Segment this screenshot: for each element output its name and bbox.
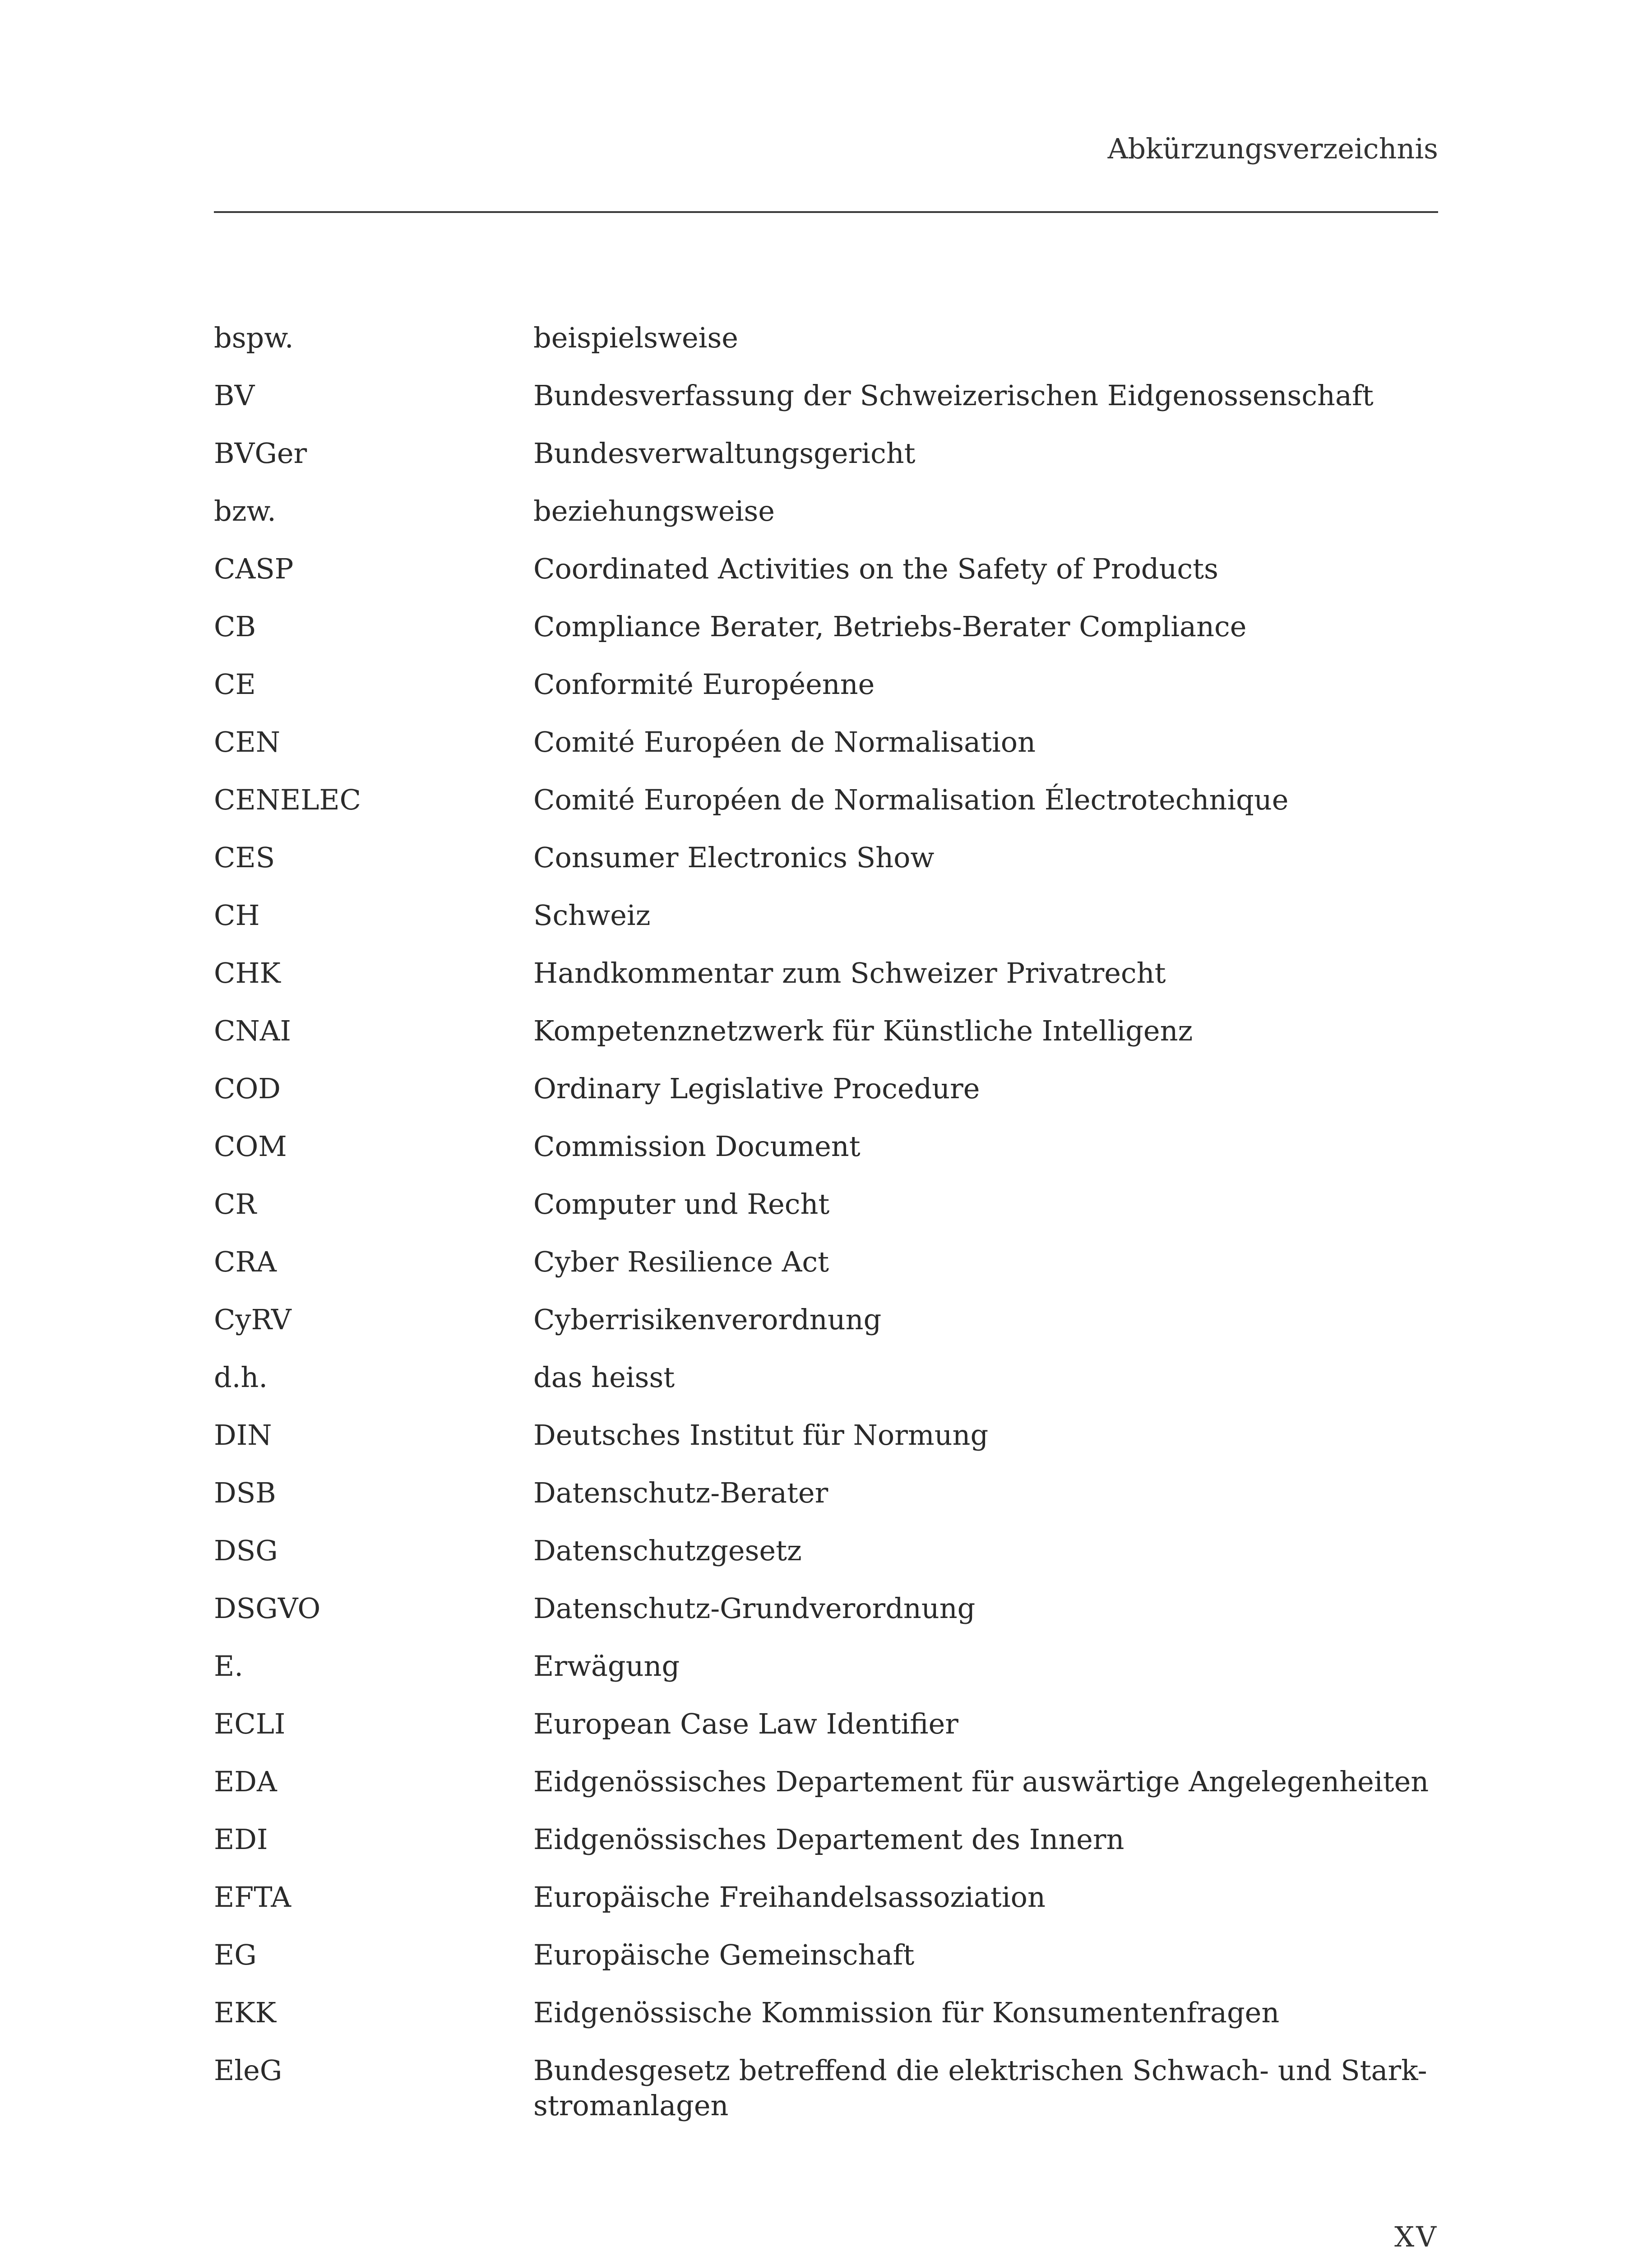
abbreviation-definition: Europäische Freihandelsassoziation [533, 1881, 1046, 1914]
abbreviation-term: COM [214, 1130, 287, 1163]
abbreviation-term: CHK [214, 957, 281, 989]
abbreviation-term: CES [214, 841, 275, 874]
abbreviation-definition: Europäische Gemeinschaft [533, 1938, 915, 1971]
abbreviation-definition: Bundesverwaltungsgericht [533, 437, 916, 470]
abbreviation-entry [214, 609, 1438, 644]
abbreviation-entry [214, 667, 1438, 702]
abbreviation-entry [214, 956, 1438, 991]
abbreviation-term: CR [214, 1188, 257, 1220]
abbreviation-term: E. [214, 1650, 243, 1683]
abbreviation-entry [214, 1764, 1438, 1799]
abbreviation-entry [214, 436, 1438, 471]
abbreviation-term: ECLI [214, 1707, 286, 1740]
abbreviation-definition: Conformité Européenne [533, 668, 875, 701]
abbreviation-definition: beispielsweise [533, 321, 738, 354]
abbreviation-entry [214, 898, 1438, 933]
abbreviation-term: CH [214, 899, 260, 932]
abbreviation-definition: das heisst [533, 1361, 675, 1394]
abbreviation-term: CRA [214, 1245, 277, 1278]
header-divider [214, 211, 1438, 213]
abbreviation-term: CyRV [214, 1303, 292, 1336]
abbreviation-entry [214, 2053, 1438, 2123]
abbreviation-definition: European Case Law Identifier [533, 1707, 958, 1740]
abbreviation-entry [214, 1995, 1438, 2030]
abbreviation-definition: Computer und Recht [533, 1188, 830, 1220]
abbreviation-term: CENELEC [214, 783, 361, 816]
abbreviation-entry [214, 725, 1438, 760]
abbreviation-definition: Ordinary Legislative Procedure [533, 1072, 980, 1105]
abbreviation-term: COD [214, 1072, 281, 1105]
abbreviation-entry [214, 1360, 1438, 1395]
abbreviation-term: DIN [214, 1419, 272, 1452]
abbreviation-definition: Erwägung [533, 1650, 680, 1683]
abbreviation-definition: beziehungsweise [533, 495, 775, 527]
abbreviation-term: EG [214, 1938, 257, 1971]
abbreviation-entry [214, 494, 1438, 529]
abbreviation-entry [214, 551, 1438, 587]
abbreviation-entry [214, 320, 1438, 356]
abbreviation-term: BVGer [214, 437, 307, 470]
abbreviation-entry [214, 1013, 1438, 1049]
abbreviation-term: CEN [214, 726, 280, 758]
abbreviation-term: EFTA [214, 1881, 292, 1914]
abbreviation-term: CNAI [214, 1014, 291, 1047]
abbreviation-definition: Schweiz [533, 899, 651, 932]
abbreviation-list [214, 320, 1438, 2146]
page-number: XV [1394, 2220, 1438, 2253]
abbreviation-definition: Cyberrisikenverordnung [533, 1303, 882, 1336]
abbreviation-term: bspw. [214, 321, 294, 354]
abbreviation-term: BV [214, 379, 255, 412]
abbreviation-term: CB [214, 610, 256, 643]
abbreviation-entry [214, 1418, 1438, 1453]
abbreviation-definition: Cyber Resilience Act [533, 1245, 829, 1278]
abbreviation-term: CASP [214, 552, 294, 585]
abbreviation-definition: Coordinated Activities on the Safety of Products [533, 552, 1218, 585]
abbreviation-entry [214, 1071, 1438, 1106]
abbreviation-entry [214, 1533, 1438, 1568]
abbreviation-term: DSGVO [214, 1592, 321, 1625]
abbreviation-definition: Handkommentar zum Schweizer Privatrecht [533, 957, 1166, 989]
abbreviation-term: bzw. [214, 495, 276, 527]
abbreviation-definition: Commission Document [533, 1130, 861, 1163]
abbreviation-entry [214, 1475, 1438, 1511]
abbreviation-term: EDI [214, 1823, 268, 1856]
abbreviation-term: d.h. [214, 1361, 268, 1394]
abbreviation-term: CE [214, 668, 256, 701]
abbreviation-entry [214, 1129, 1438, 1164]
abbreviation-term: EleG [214, 2054, 282, 2087]
abbreviation-entry [214, 1822, 1438, 1857]
abbreviation-term: DSG [214, 1534, 278, 1567]
abbreviation-definition: Compliance Berater, Betriebs-Berater Compliance [533, 610, 1247, 643]
abbreviation-definition: Eidgenössische Kommission für Konsumentenfragen [533, 1996, 1280, 2029]
abbreviation-definition: Comité Européen de Normalisation Électrotechnique [533, 783, 1289, 816]
abbreviation-entry [214, 1591, 1438, 1626]
abbreviation-definition: Eidgenössisches Departement des Innern [533, 1823, 1124, 1856]
abbreviation-definition: Deutsches Institut für Normung [533, 1419, 989, 1452]
abbreviation-definition: Comité Européen de Normalisation [533, 726, 1036, 758]
abbreviation-definition: Datenschutz-Berater [533, 1476, 828, 1509]
abbreviation-entry [214, 1706, 1438, 1742]
abbreviation-definition: Datenschutz-Grundverordnung [533, 1592, 976, 1625]
abbreviation-definition: Consumer Electronics Show [533, 841, 935, 874]
abbreviation-definition: Bundesgesetz betreffend die elektrischen Schwach- und Stark-stromanlagen [533, 2054, 1427, 2122]
abbreviation-entry [214, 1880, 1438, 1915]
abbreviation-entry [214, 782, 1438, 818]
abbreviation-entry [214, 1649, 1438, 1684]
abbreviation-entry [214, 1187, 1438, 1222]
abbreviation-entry [214, 378, 1438, 413]
abbreviation-term: DSB [214, 1476, 276, 1509]
running-head-title: Abkürzungsverzeichnis [1107, 132, 1438, 165]
abbreviation-entry [214, 840, 1438, 875]
abbreviation-definition: Bundesverfassung der Schweizerischen Eidgenossenschaft [533, 379, 1374, 412]
abbreviation-definition: Eidgenössisches Departement für auswärtige Angelegenheiten [533, 1765, 1429, 1798]
abbreviation-entry [214, 1937, 1438, 1973]
abbreviation-definition: Kompetenznetzwerk für Künstliche Intelligenz [533, 1014, 1193, 1047]
abbreviation-definition: Datenschutzgesetz [533, 1534, 802, 1567]
abbreviation-term: EDA [214, 1765, 277, 1798]
abbreviation-entry [214, 1302, 1438, 1337]
abbreviation-term: EKK [214, 1996, 276, 2029]
abbreviation-entry [214, 1244, 1438, 1280]
